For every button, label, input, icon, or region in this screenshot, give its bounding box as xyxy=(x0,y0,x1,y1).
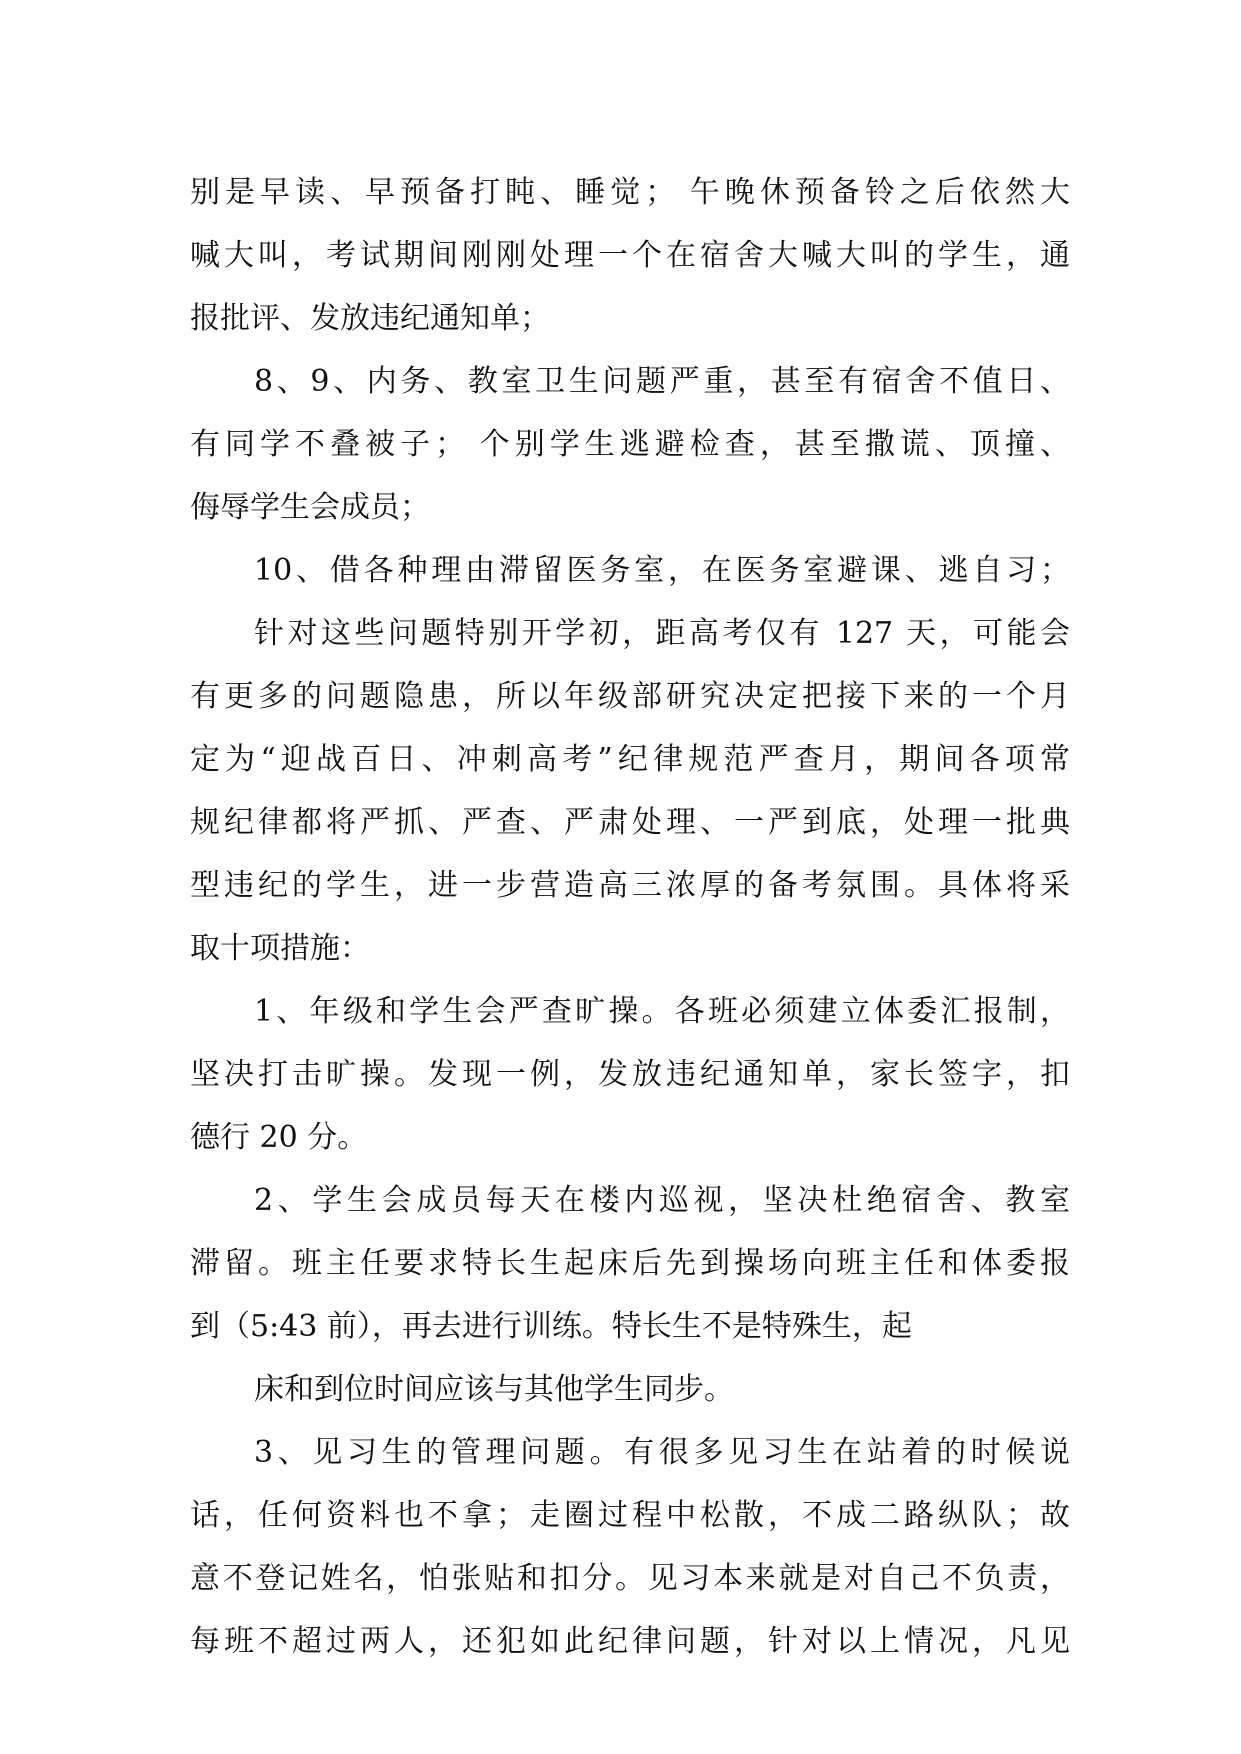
text-line: 到（5:43 前），再去进行训练。特长生不是特殊生，起 xyxy=(190,1309,912,1344)
text-line: 有同学不叠被子； 个别学生逃避检查，甚至撒谎、顶撞、 xyxy=(190,427,1070,462)
text-line: 坚决打击旷操。发现一例，发放违纪通知单，家长签字，扣 xyxy=(190,1057,1070,1092)
text-line: 取十项措施： xyxy=(190,931,370,966)
text-line: 2、学生会成员每天在楼内巡视，坚决杜绝宿舍、教室 xyxy=(254,1183,1070,1218)
text-line: 1、年级和学生会严查旷操。各班必须建立体委汇报制， xyxy=(254,994,1070,1029)
text-line: 喊大叫，考试期间刚刚处理一个在宿舍大喊大叫的学生，通 xyxy=(190,238,1070,273)
text-line: 意不登记姓名，怕张贴和扣分。见习本来就是对自己不负责， xyxy=(190,1561,1070,1596)
text-line: 有更多的问题隐患，所以年级部研究决定把接下来的一个月 xyxy=(190,679,1070,714)
text-line: 定为“迎战百日、冲刺高考”纪律规范严查月，期间各项常 xyxy=(190,742,1070,777)
text-line: 3、见习生的管理问题。有很多见习生在站着的时候说 xyxy=(254,1435,1070,1470)
text-line: 8、9、内务、教室卫生问题严重，甚至有宿舍不值日、 xyxy=(254,364,1070,399)
text-line: 床和到位时间应该与其他学生同步。 xyxy=(254,1372,734,1407)
text-line: 德行 20 分。 xyxy=(190,1120,368,1155)
text-line: 规纪律都将严抓、严查、严肃处理、一严到底，处理一批典 xyxy=(190,805,1070,840)
text-line: 别是早读、早预备打盹、睡觉； 午晚休预备铃之后依然大 xyxy=(190,175,1070,210)
body-text xyxy=(190,161,1070,1673)
text-line: 侮辱学生会成员； xyxy=(190,490,430,525)
text-line: 话，任何资料也不拿；走圈过程中松散，不成二路纵队；故 xyxy=(190,1498,1070,1533)
text-line: 型违纪的学生，进一步营造高三浓厚的备考氛围。具体将采 xyxy=(190,868,1070,903)
text-line: 针对这些问题特别开学初，距高考仅有 127 天，可能会 xyxy=(254,616,1070,651)
text-line: 10、借各种理由滞留医务室，在医务室避课、逃自习； xyxy=(254,553,1070,588)
text-line: 每班不超过两人，还犯如此纪律问题，针对以上情况，凡见 xyxy=(190,1624,1070,1659)
text-line: 滞留。班主任要求特长生起床后先到操场向班主任和体委报 xyxy=(190,1246,1070,1281)
text-line: 报批评、发放违纪通知单； xyxy=(190,301,550,336)
